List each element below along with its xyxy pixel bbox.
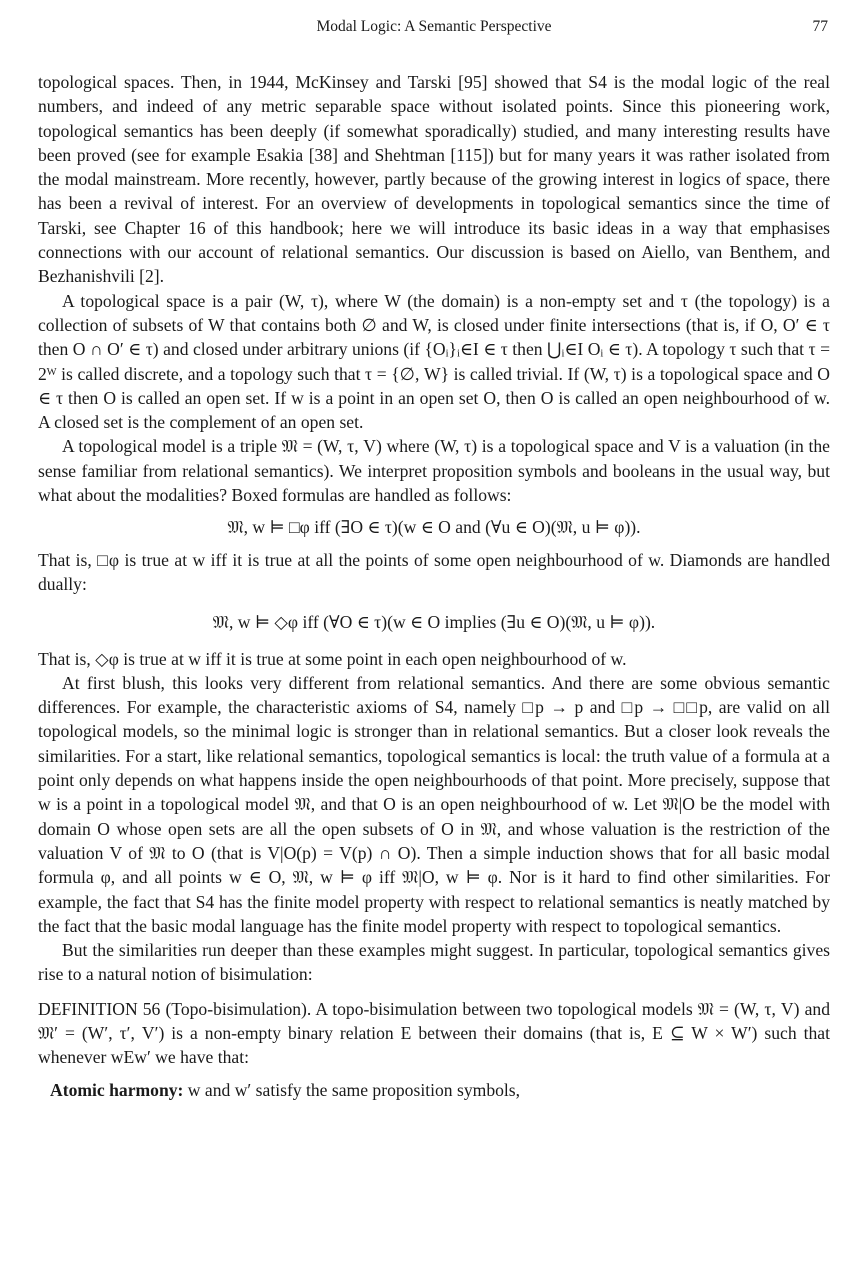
paragraph-3: A topological model is a triple 𝔐 = (W, τ, V) where (W, τ) is a topological space and V is a valuation (in the sense familiar from relational semantics). We interpret proposition symbols and booleans in the usual way, but what about the modalities? Boxed formulas are handled as follows: — [38, 436, 830, 506]
page-number: 77 — [812, 18, 828, 35]
condition-label: Atomic harmony: — [50, 1079, 184, 1100]
formula-diamond: 𝔐, w ⊨ ◇φ iff (∀O ∈ τ)(w ∈ O implies (∃u ∈ O)(𝔐, u ⊨ φ)). — [212, 612, 656, 633]
running-title: Modal Logic: A Semantic Perspective — [316, 18, 552, 35]
definition-56: DEFINITION 56 (Topo-bisimulation). A topo-bisimulation between two topological models 𝔐 = (W, τ, V) and 𝔐′ = (W′, τ′, V′) is a non-empty binary relation E between their domains (that is, E ⊆ W × W′) such that whenever wEw′ we have that: — [38, 998, 830, 1068]
paragraph-7: But the similarities run deeper than these examples might suggest. In particular, topological semantics gives rise to a natural notion of bisimulation: — [38, 940, 830, 985]
paragraph-6: At first blush, this looks very different from relational semantics. And there are some obvious semantic differences. For example, the characteristic axioms of S4, namely □p → p and □p → □□p, are valid on all topological models, so the minimal logic is stronger than in relational semantics. But a closer look reveals the similarities. For a start, like relational semantics, topological semantics is local: the truth value of a formula at a point only depends on what happens inside the open neighbourhoods of that point. More precisely, suppose that w is a point in a topological model 𝔐, and that O is an open neighbourhood of w. Let 𝔐|O be the model with domain O whose open sets are all the open subsets of O in 𝔐, and whose valuation is the restriction of the valuation V of 𝔐 to O (that is V|O(p) = V(p) ∩ O). Then a simple induction shows that for all basic modal formula φ, and all points w ∈ O, 𝔐, w ⊨ φ iff 𝔐|O, w ⊨ φ. Nor is it hard to find other similarities. For example, the fact that S4 has the finite model property with respect to relational semantics is neatly matched by the fact that the basic modal language has the finite model property with respect to topological semantics. — [38, 672, 830, 936]
paragraph-2: A topological space is a pair (W, τ), where W (the domain) is a non-empty set and τ (the topology) is a collection of subsets of W that contains both ∅ and W, is closed under finite intersections (that is, if O, O′ ∈ τ then O ∩ O′ ∈ τ) and closed under arbitrary unions (if {Oᵢ}ᵢ∈I ∈ τ then ⋃ᵢ∈I Oᵢ ∈ τ). A topology τ such that τ = 2ᵂ is called discrete, and a topology such that τ = {∅, W} is called trivial. If (W, τ) is a topological space and O ∈ τ then O is called an open set. If w is a point in an open set O, then O is called an open neighbourhood of w. A closed set is the complement of an open set. — [38, 290, 830, 433]
paragraph-1: topological spaces. Then, in 1944, McKinsey and Tarski [95] showed that S4 is the modal logic of the real numbers, and indeed of any metric separable space without isolated points. Since this pioneering work, topological semantics has been deeply (if somewhat sporadically) studied, and many interesting results have been proved (see for example Esakia [38] and Shehtman [115]) but for many years it was rather isolated from the modal mainstream. More recently, however, partly because of the growing interest in logics of space, there has been a revival of interest. For an overview of developments in topological semantics since the time of Tarski, see Chapter 16 of this handbook; here we will introduce its basic ideas in a way that emphasises connections with our account of relational semantics. Our discussion is based on Aiello, van Benthem, and Bezhanishvili [2]. — [38, 72, 830, 287]
formula-box: 𝔐, w ⊨ □φ iff (∃O ∈ τ)(w ∈ O and (∀u ∈ O)(𝔐, u ⊨ φ)). — [227, 517, 641, 538]
page-body — [38, 70, 830, 1102]
paragraph-5: That is, ◇φ is true at w iff it is true at some point in each open neighbourhood of w. — [38, 648, 627, 669]
condition-atomic-harmony — [38, 1078, 830, 1102]
page-header — [40, 18, 828, 42]
paragraph-4: That is, □φ is true at w iff it is true at all the points of some open neighbourhood of w. Diamonds are handled dually: — [38, 549, 830, 594]
condition-text: w and w′ satisfy the same proposition symbols, — [183, 1079, 521, 1100]
